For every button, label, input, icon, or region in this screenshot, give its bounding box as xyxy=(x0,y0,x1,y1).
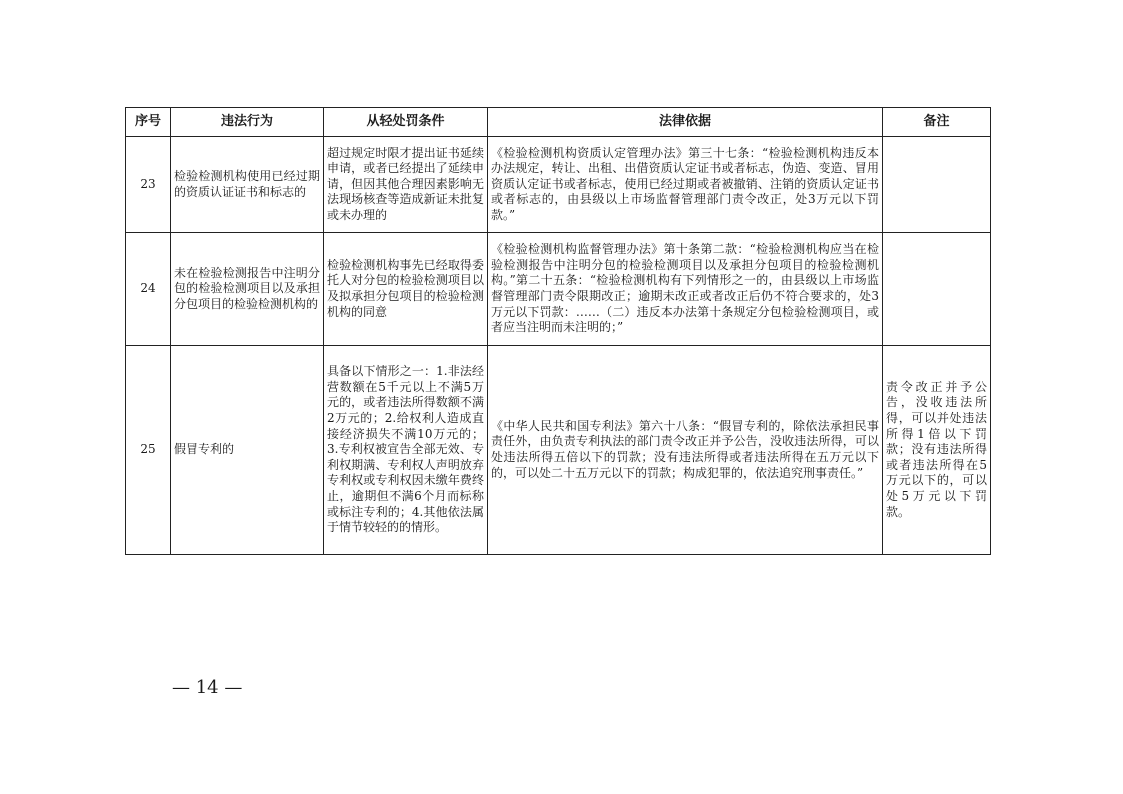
violation-cell: 未在检验检测报告中注明分包的检验检测项目以及承担分包项目的检验检测机构的 xyxy=(171,233,324,346)
legal-basis-cell: 《检验检测机构监督管理办法》第十条第二款：“检验检测机构应当在检验检测报告中注明分包的检验检测项目以及承担分包项目的检验检测机构。”第二十五条：“检验检测机构有下列情形之一的，由县级以上市场监督管理部门责令限期改正；逾期未改正或者改正后仍不符合要求的，处3万元以下罚款：……（二）违反本办法第十条规定分包检验检测项目，或者应当注明而未注明的；” xyxy=(488,233,883,346)
row-number: 23 xyxy=(126,137,171,233)
remarks-cell xyxy=(883,137,991,233)
condition-cell: 具备以下情形之一：1.非法经营数额在5千元以上不满5万元的，或者违法所得数额不满2万元的；2.给权利人造成直接经济损失不满10万元的；3.专利权被宣告全部无效、专利权期满、专利权人声明放弃专利权或专利权因未缴年费终止，逾期但不满6个月而标称或标注专利的；4.其他依法属于情节较轻的的情形。 xyxy=(324,346,488,555)
condition-cell: 检验检测机构事先已经取得委托人对分包的检验检测项目以及拟承担分包项目的检验检测机构的同意 xyxy=(324,233,488,346)
page-number: — 14 — xyxy=(172,677,243,698)
condition-cell: 超过规定时限才提出证书延续申请，或者已经提出了延续申请，但因其他合理因素影响无法现场核查等造成新证未批复或未办理的 xyxy=(324,137,488,233)
header-lenient-condition: 从轻处罚条件 xyxy=(324,108,488,137)
row-number: 24 xyxy=(126,233,171,346)
violation-cell: 假冒专利的 xyxy=(171,346,324,555)
table-row xyxy=(126,137,991,233)
table-header-row xyxy=(126,108,991,137)
penalty-table xyxy=(125,107,991,555)
remarks-cell: 责令改正并予公告，没收违法所得，可以并处违法所得1倍以下罚款；没有违法所得或者违法所得在5万元以下的，可以处5万元以下罚款。 xyxy=(883,346,991,555)
header-violation: 违法行为 xyxy=(171,108,324,137)
table-row xyxy=(126,346,991,555)
legal-basis-cell: 《检验检测机构资质认定管理办法》第三十七条：“检验检测机构违反本办法规定，转让、出租、出借资质认定证书或者标志，伪造、变造、冒用资质认定证书或者标志，使用已经过期或者被撤销、注销的资质认定证书或者标志的，由县级以上市场监督管理部门责令改正，处3万元以下罚款。” xyxy=(488,137,883,233)
row-number: 25 xyxy=(126,346,171,555)
violation-cell: 检验检测机构使用已经过期的资质认证证书和标志的 xyxy=(171,137,324,233)
remarks-cell xyxy=(883,233,991,346)
header-remarks: 备注 xyxy=(883,108,991,137)
table-row xyxy=(126,233,991,346)
header-number: 序号 xyxy=(126,108,171,137)
header-legal-basis: 法律依据 xyxy=(488,108,883,137)
legal-basis-cell: 《中华人民共和国专利法》第六十八条：“假冒专利的，除依法承担民事责任外，由负责专利执法的部门责令改正并予公告，没收违法所得，可以处违法所得五倍以下的罚款；没有违法所得或者违法所得在五万元以下的，可以处二十五万元以下的罚款；构成犯罪的，依法追究刑事责任。” xyxy=(488,346,883,555)
